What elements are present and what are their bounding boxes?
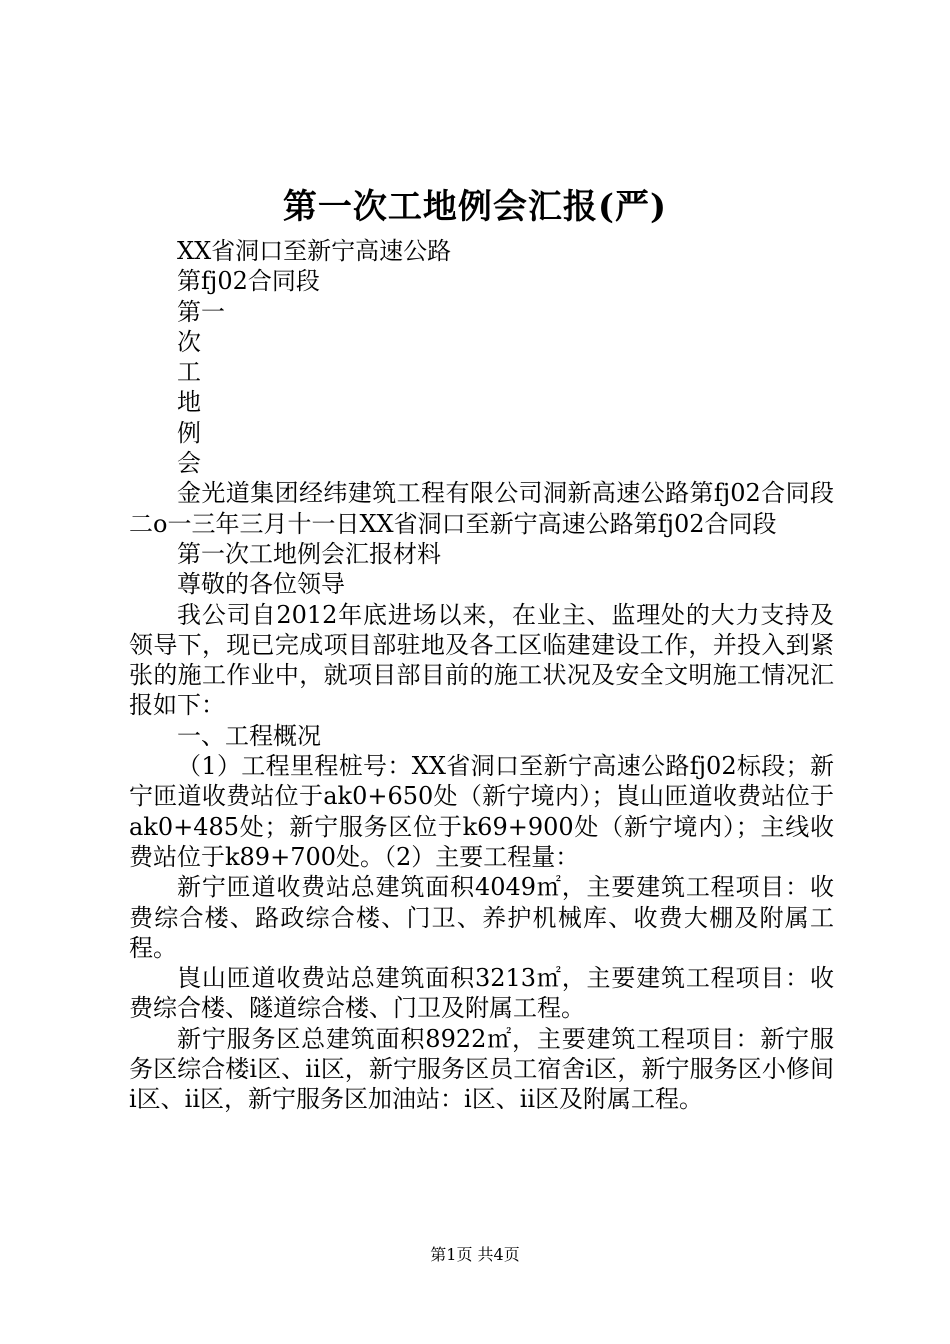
page-footer: 第1页 共4页 bbox=[430, 1245, 520, 1264]
paragraph-mileage: （1）工程里程桩号：XX省洞口至新宁高速公路fj02标段；新宁匝道收费站位于ak0+650处（新宁境内）；崀山匝道收费站位于ak0+485处；新宁服务区位于k69+900处（新宁境内）；主线收费站位于k89+700处。（2）主要工程量： bbox=[129, 752, 834, 871]
paragraph-contract-section: 第fj02合同段 bbox=[177, 267, 320, 296]
paragraph-salutation: 尊敬的各位领导 bbox=[177, 570, 345, 599]
paragraph-vertical-2: 次 bbox=[177, 327, 201, 356]
paragraph-vertical-1: 第一 bbox=[177, 297, 225, 326]
paragraph-vertical-5: 例 bbox=[177, 418, 201, 447]
paragraph-service-area: 新宁服务区总建筑面积8922㎡，主要建筑工程项目：新宁服务区综合楼i区、ii区，新宁服务区员工宿舍i区，新宁服务区小修间i区、ii区，新宁服务区加油站：i区、ii区及附属工程。 bbox=[129, 1024, 834, 1114]
paragraph-xinning-toll: 新宁匝道收费站总建筑面积4049㎡，主要建筑工程项目：收费综合楼、路政综合楼、门卫、养护机械库、收费大棚及附属工程。 bbox=[129, 873, 834, 962]
paragraph-vertical-6: 会 bbox=[177, 449, 201, 478]
paragraph-project-name: XX省洞口至新宁高速公路 bbox=[177, 237, 452, 265]
paragraph-company-date: 金光道集团经纬建筑工程有限公司洞新高速公路第fj02合同段二o一三年三月十一日XX省洞口至新宁高速公路第fj02合同段 bbox=[129, 479, 834, 538]
document-body bbox=[129, 236, 834, 1115]
document-title: 第一次工地例会汇报(严) bbox=[282, 187, 668, 227]
paragraph-vertical-4: 地 bbox=[177, 388, 201, 417]
paragraph-section-heading: 一、工程概况 bbox=[177, 721, 321, 750]
paragraph-intro: 我公司自2012年底进场以来，在业主、监理处的大力支持及领导下，现已完成项目部驻地及各工区临建建设工作，并投入到紧张的施工作业中，就项目部目前的施工状况及安全文明施工情况汇报如下： bbox=[129, 600, 834, 720]
paragraph-report-heading: 第一次工地例会汇报材料 bbox=[177, 539, 441, 568]
paragraph-vertical-3: 工 bbox=[177, 358, 201, 387]
paragraph-langshan-toll: 崀山匝道收费站总建筑面积3213㎡，主要建筑工程项目：收费综合楼、隧道综合楼、门卫及附属工程。 bbox=[129, 964, 834, 1023]
